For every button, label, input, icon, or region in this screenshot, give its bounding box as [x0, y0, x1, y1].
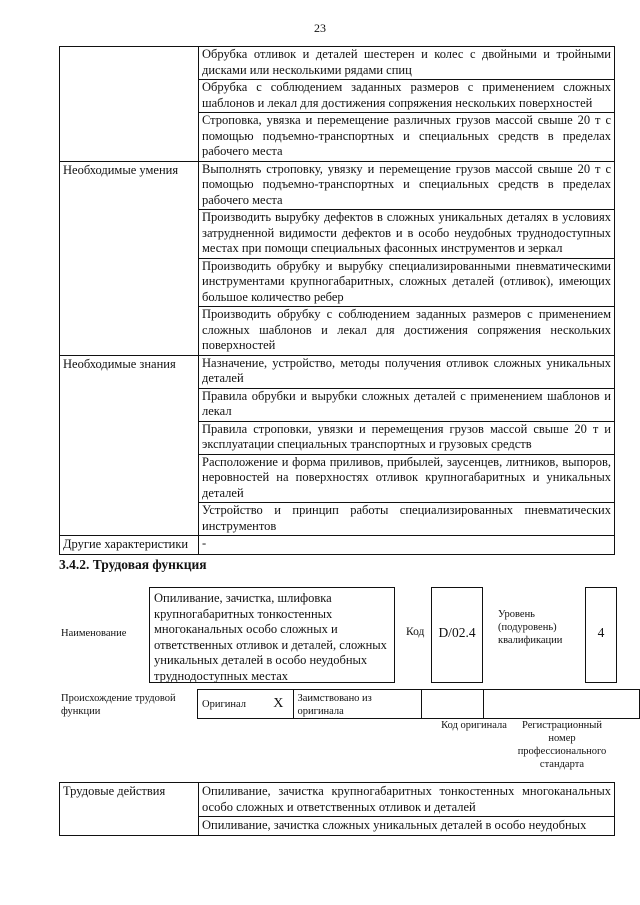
requirement-item: - — [199, 536, 615, 555]
actions-table — [59, 782, 615, 836]
origin-label: Происхождение трудовой функции — [61, 693, 176, 717]
requirement-item: Обрубка с соблюдением заданных размеров с применением сложных шаблонов и лекал для достижения сопряжения нескольких поверхностей — [199, 80, 615, 113]
requirement-item: Назначение, устройство, методы получения отливок сложных уникальных деталей — [199, 355, 615, 388]
requirements-table — [59, 46, 615, 555]
requirement-row — [60, 355, 615, 388]
origin-reg-cell — [483, 690, 639, 719]
original-mark: X — [264, 690, 293, 719]
requirement-item: Строповка, увязка и перемещение различных грузов массой свыше 20 т с помощью подъемно-транспортных и специальных средств в пределах рабочего места — [199, 113, 615, 162]
origin-code-cell — [422, 690, 484, 719]
action-item: Опиливание, зачистка сложных уникальных деталей в особо неудобных — [199, 817, 615, 836]
requirement-group-label — [60, 47, 199, 162]
code-label: Код — [406, 626, 425, 638]
requirement-item: Расположение и форма приливов, прибылей, заусенцев, литников, выпоров, неровностей на поверхностях отливок крупногабаритных и уникальных деталей — [199, 454, 615, 503]
requirement-item: Правила строповки, увязки и перемещения грузов массой свыше 20 т и эксплуатации специальных транспортных и грузовых средств — [199, 421, 615, 454]
requirement-item: Устройство и принцип работы специализированных пневматических инструментов — [199, 503, 615, 536]
function-name: Опиливание, зачистка, шлифовка крупногабаритных тонкостенных многоканальных особо сложных и ответственных отливок и деталей, сложных уникальных деталей в особо неудобных труднодоступных местах — [149, 587, 395, 683]
requirement-item: Выполнять строповку, увязку и перемещение грузов массой свыше 20 т с помощью подъемно-транспортных и специальных средств в пределах рабочего места — [199, 161, 615, 210]
requirement-item: Правила обрубки и вырубки сложных деталей с применением шаблонов и лекал — [199, 388, 615, 421]
requirement-row — [60, 161, 615, 210]
code-caption: Код оригинала — [441, 720, 507, 731]
requirement-group-label: Другие характеристики — [60, 536, 199, 555]
origin-table — [197, 689, 640, 719]
action-item: Опиливание, зачистка крупногабаритных тонкостенных многоканальных особо сложных и ответственных отливок и деталей — [199, 783, 615, 817]
requirement-group-label: Необходимые умения — [60, 161, 199, 355]
original-label: Оригинал — [198, 690, 265, 719]
page-number: 23 — [314, 21, 326, 35]
function-level: 4 — [585, 587, 617, 683]
requirement-row — [60, 536, 615, 555]
section-title: 3.4.2. Трудовая функция — [59, 557, 207, 572]
borrowed-label: Заимствовано из оригинала — [293, 690, 422, 719]
requirement-item: Производить вырубку дефектов в сложных уникальных деталях в условиях затрудненной видимости дефектов и в особо неудобных труднодоступных местах при помощи специальных фасонных инструментов и зеркал — [199, 210, 615, 259]
function-code: D/02.4 — [431, 587, 483, 683]
reg-caption: Регистрационный номер профессионального стандарта — [517, 720, 607, 770]
requirement-row — [60, 47, 615, 80]
requirement-group-label: Необходимые знания — [60, 355, 199, 536]
actions-label: Трудовые действия — [60, 783, 199, 836]
requirement-item: Производить обрубку с соблюдением заданных размеров с применением сложных шаблонов и лекал для достижения сопряжения нескольких поверхностей — [199, 307, 615, 356]
requirement-item: Обрубка отливок и деталей шестерен и колес с двойными и тройными дисками или несколькими рядами спиц — [199, 47, 615, 80]
level-label: Уровень (подуровень) квалификации — [498, 609, 563, 646]
action-row — [60, 783, 615, 817]
name-label: Наименование — [61, 628, 127, 639]
requirement-item: Производить обрубку и вырубку специализированными пневматическими инструментами крупногабаритных, сложных деталей (отливок), имеющих большое количество ребер — [199, 258, 615, 307]
